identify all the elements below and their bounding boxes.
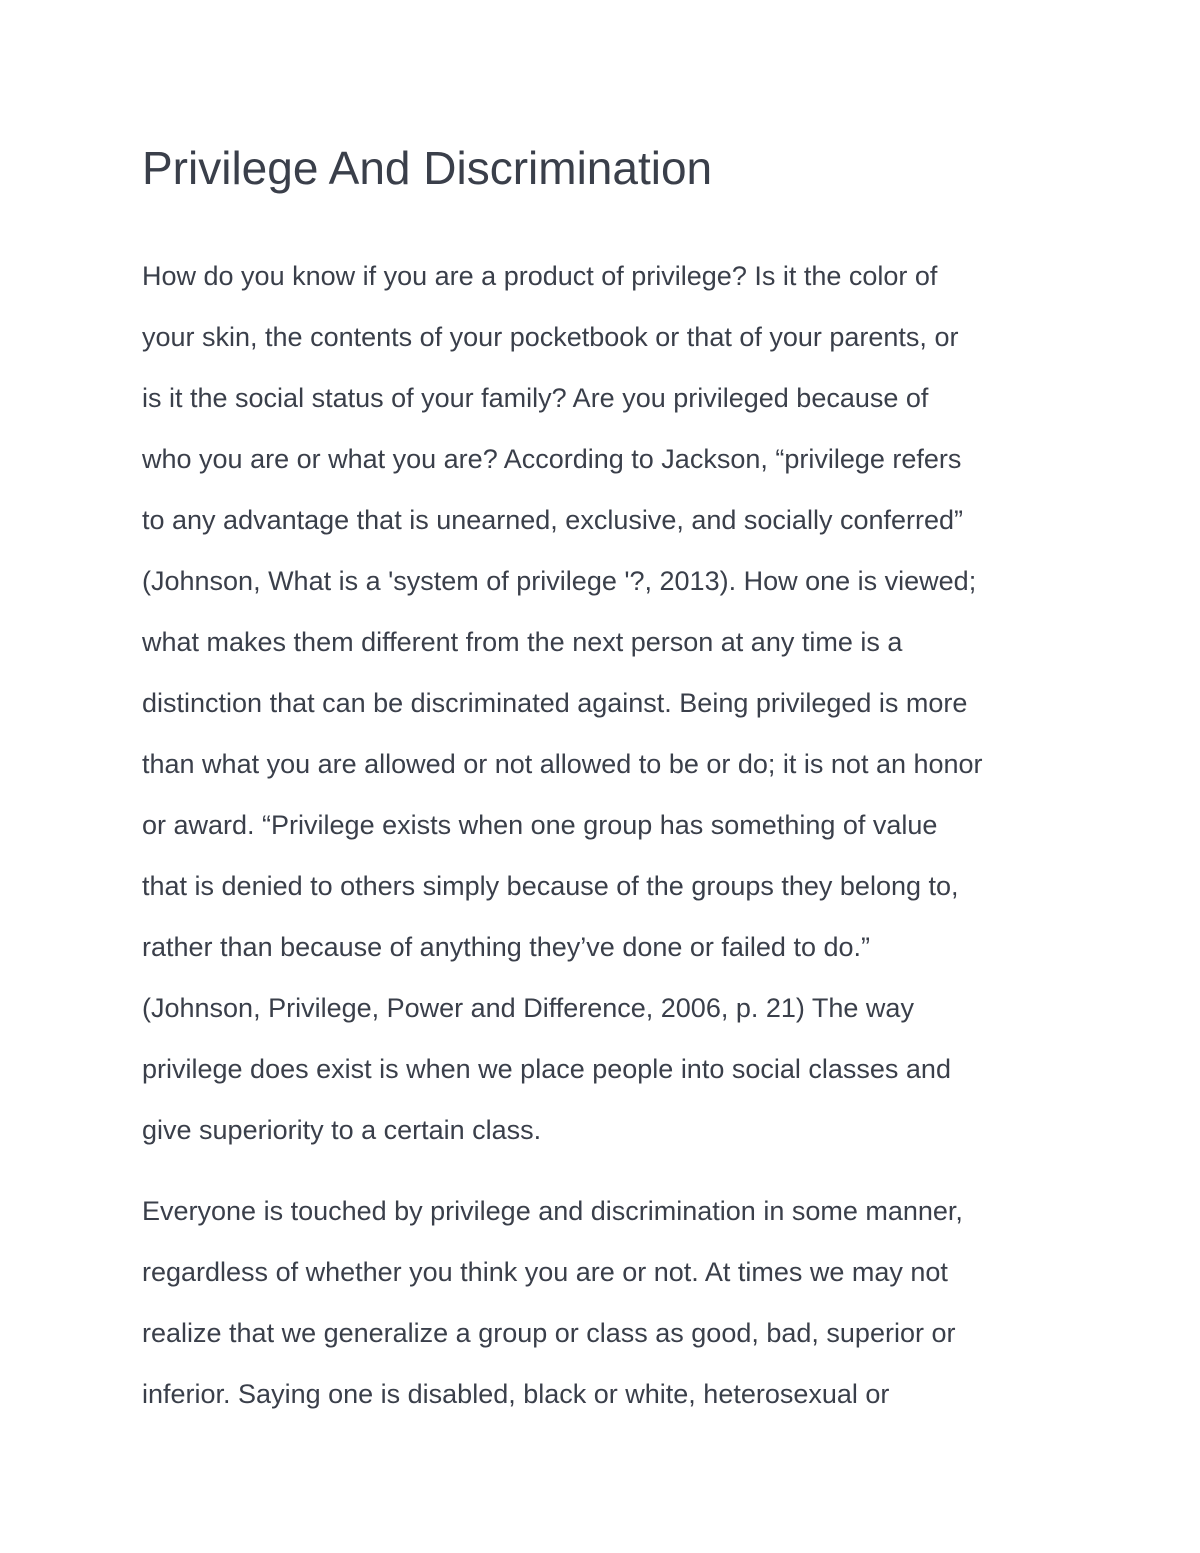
text-line: your skin, the contents of your pocketbook or that of your parents, or xyxy=(142,322,959,352)
text-line: that is denied to others simply because of the groups they belong to, xyxy=(142,871,959,901)
text-line: or award. “Privilege exists when one group has something of value xyxy=(142,810,938,840)
text-line: to any advantage that is unearned, exclusive, and socially conferred” xyxy=(142,505,963,535)
text-line: than what you are allowed or not allowed to be or do; it is not an honor xyxy=(142,749,983,779)
text-line: (Johnson, Privilege, Power and Difference, 2006, p. 21) The way xyxy=(142,993,914,1023)
text-line: Everyone is touched by privilege and discrimination in some manner, xyxy=(142,1196,963,1226)
text-line: How do you know if you are a product of privilege? Is it the color of xyxy=(142,261,938,291)
paragraph-1 xyxy=(142,246,983,1161)
text-line: who you are or what you are? According to Jackson, “privilege refers xyxy=(142,444,962,474)
text-line: inferior. Saying one is disabled, black or white, heterosexual or xyxy=(142,1379,890,1409)
text-line: privilege does exist is when we place people into social classes and xyxy=(142,1054,951,1084)
text-line: realize that we generalize a group or class as good, bad, superior or xyxy=(142,1318,956,1348)
text-line: rather than because of anything they’ve done or failed to do.” xyxy=(142,932,870,962)
paragraph-2 xyxy=(142,1181,963,1425)
text-line: what makes them different from the next person at any time is a xyxy=(142,627,903,657)
text-line: (Johnson, What is a 'system of privilege '?, 2013). How one is viewed; xyxy=(142,566,977,596)
document-title: Privilege And Discrimination xyxy=(142,142,713,194)
text-line: is it the social status of your family? Are you privileged because of xyxy=(142,383,929,413)
text-line: regardless of whether you think you are or not. At times we may not xyxy=(142,1257,948,1287)
text-line: distinction that can be discriminated against. Being privileged is more xyxy=(142,688,968,718)
text-line: give superiority to a certain class. xyxy=(142,1115,542,1145)
